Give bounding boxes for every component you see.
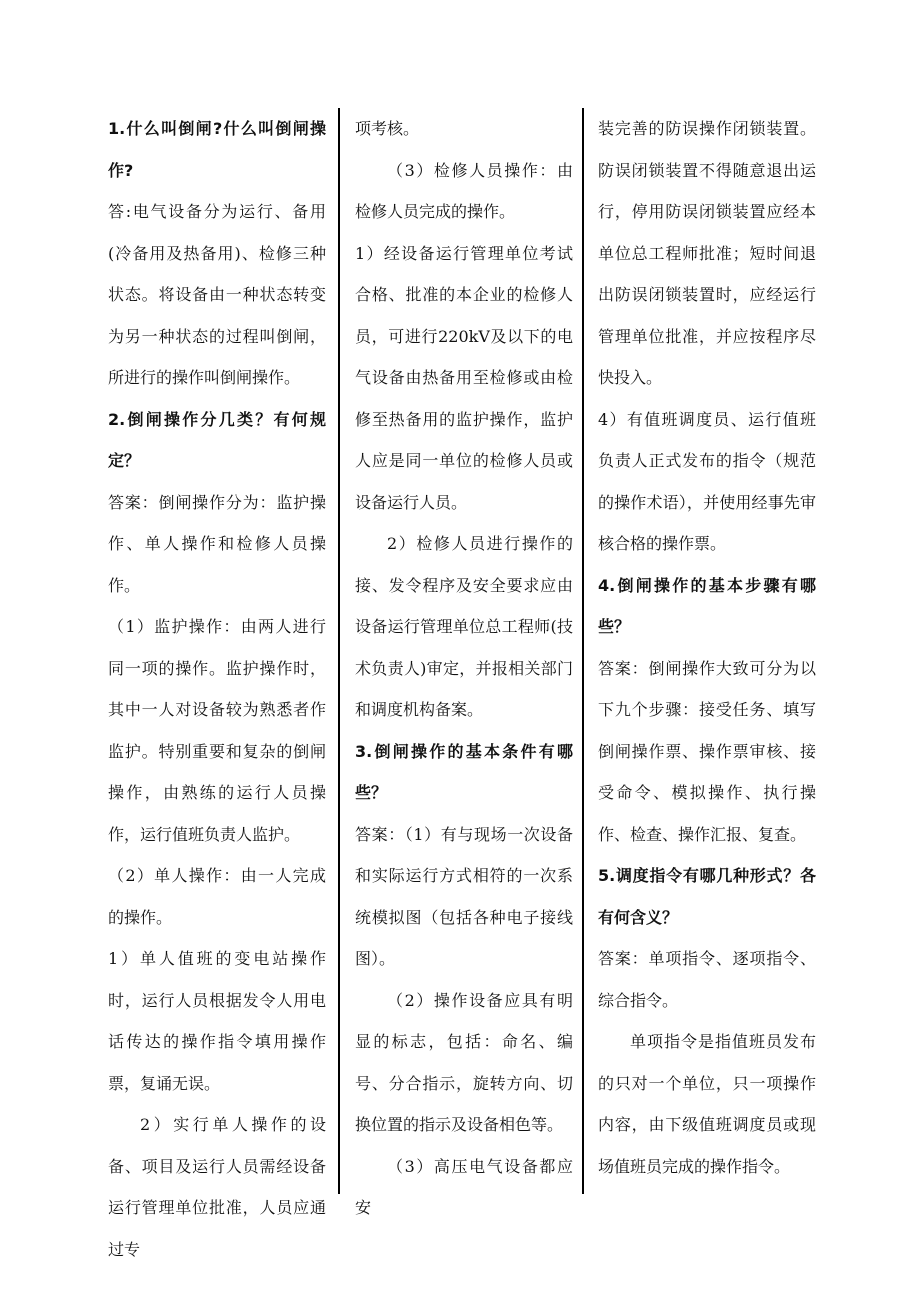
answer-paragraph: 1）经设备运行管理单位考试合格、批准的本企业的检修人员，可进行220kV及以下的电气设备由热备用至检修或由检修至热备用的监护操作，监护人应是同一单位的检修人员或设备运行人员。 bbox=[355, 243, 573, 512]
answer-paragraph: （3）检修人员操作：由检修人员完成的操作。 bbox=[355, 160, 573, 221]
answer-paragraph: 答案：单项指令、逐项指令、综合指令。 bbox=[598, 949, 816, 1010]
text-column-3 bbox=[598, 108, 816, 1187]
answer-paragraph: 4）有值班调度员、运行值班负责人正式发布的指令（规范的操作术语），并使用经事先审核合格的操作票。 bbox=[598, 409, 816, 553]
answer-paragraph: 答案：（1）有与现场一次设备和实际运行方式相符的一次系统模拟图（包括各种电子接线图）。 bbox=[355, 824, 573, 968]
question-heading-1: 1.什么叫倒闸?什么叫倒闸操作? bbox=[108, 119, 326, 180]
question-heading-4: 4.倒闸操作的基本步骤有哪些？ bbox=[598, 575, 816, 636]
answer-paragraph: 2）实行单人操作的设备、项目及运行人员需经设备运行管理单位批准，人员应通过专 bbox=[108, 1115, 326, 1259]
answer-paragraph: 2）检修人员进行操作的接、发令程序及安全要求应由设备运行管理单位总工程师(技术负责人)审定，并报相关部门和调度机构备案。 bbox=[355, 534, 573, 719]
answer-paragraph: （2）单人操作：由一人完成的操作。 bbox=[108, 866, 326, 927]
text-column-1 bbox=[108, 108, 326, 1270]
answer-paragraph: （3）高压电气设备都应安 bbox=[355, 1156, 573, 1217]
answer-paragraph: 单项指令是指值班员发布的只对一个单位，只一项操作内容，由下级值班调度员或现场值班员完成的操作指令。 bbox=[598, 1032, 816, 1176]
question-heading-5: 5.调度指令有哪几种形式？各有何含义？ bbox=[598, 866, 816, 927]
answer-paragraph: 答:电气设备分为运行、备用(冷备用及热备用)、检修三种状态。将设备由一种状态转变为另一种状态的过程叫倒闸，所进行的操作叫倒闸操作。 bbox=[108, 202, 326, 387]
text-column-2 bbox=[355, 108, 573, 1229]
column-divider-2 bbox=[582, 108, 584, 1194]
answer-paragraph: （2）操作设备应具有明显的标志，包括：命名、编号、分合指示，旋转方向、切换位置的指示及设备相色等。 bbox=[355, 990, 573, 1134]
answer-paragraph: 答案：倒闸操作分为：监护操作、单人操作和检修人员操作。 bbox=[108, 492, 326, 595]
question-heading-2: 2.倒闸操作分几类？有何规定？ bbox=[108, 409, 326, 470]
answer-paragraph: 装完善的防误操作闭锁装置。防误闭锁装置不得随意退出运行，停用防误闭锁装置应经本单位总工程师批准；短时间退出防误闭锁装置时，应经运行管理单位批准，并应按程序尽快投入。 bbox=[598, 119, 816, 387]
question-heading-3: 3.倒闸操作的基本条件有哪些？ bbox=[355, 741, 573, 802]
answer-paragraph: 项考核。 bbox=[355, 119, 420, 138]
answer-paragraph: 答案：倒闸操作大致可分为以下九个步骤：接受任务、填写倒闸操作票、操作票审核、接受命令、模拟操作、执行操作、检查、操作汇报、复查。 bbox=[598, 658, 816, 844]
answer-paragraph: （1）监护操作：由两人进行同一项的操作。监护操作时，其中一人对设备较为熟悉者作监护。特别重要和复杂的倒闸操作，由熟练的运行人员操作，运行值班负责人监护。 bbox=[108, 617, 326, 844]
column-divider-1 bbox=[338, 108, 340, 1194]
answer-paragraph: 1）单人值班的变电站操作时，运行人员根据发令人用电话传达的操作指令填用操作票，复诵无误。 bbox=[108, 949, 326, 1093]
